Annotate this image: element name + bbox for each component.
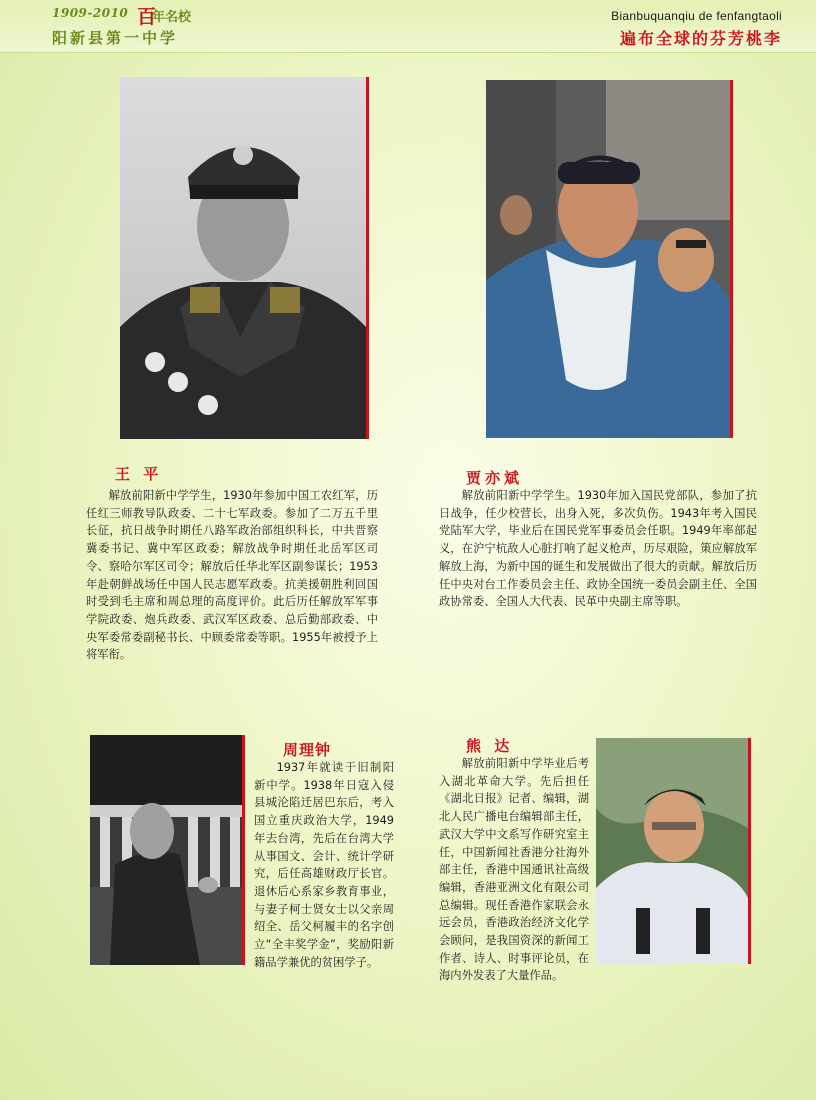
header-years: 1909-2010 [52,6,129,20]
bio-jia-yibin-text: 解放前阳新中学学生。1930年加入国民党部队，参加了抗日战争，任少校营长，出身入死，多次负伤。1943年考入国民党陆军大学，毕业后在国民党军事委员会任职。1949年率部起义，在沪宁杭敌人心脏打响了起义枪声，历尽艰险，策应解放军解放上海，为新中国的诞生和发展做出了很大的贡献。解放后历任中央对台工作委员会主任、政协全国统一委员会副主任、全国政协常委、全国人大代表、民革中央副主席等职。 [439,489,757,609]
bio-zhou-lizhong [254,759,394,971]
portrait-wang-ping [120,77,369,439]
header-section-title: 遍布全球的芬芳桃李 [619,29,782,48]
name-xiong-da: 熊 达 [466,737,514,755]
bio-wang-ping [86,487,378,664]
bio-zhou-lizhong-text: 1937年就读于旧制阳新中学。1938年日寇入侵县城沦陷迁居巴东后，考入国立重庆政治大学，1949年去台湾，先后在台湾大学从事国文、会计、统计学研究，后任高雄财政厅长官。退休后心系家乡教育事业，与妻子柯士贤女士以父亲周绍全、岳父柯履丰的名字创立“全丰奖学金”，奖励阳新籍品学兼优的贫困学子。 [254,761,394,969]
header-school-name: 阳新县第一中学 [52,29,179,47]
name-zhou-lizhong: 周理钟 [283,741,332,759]
bio-wang-ping-text: 解放前阳新中学学生，1930年参加中国工农红军，历任红三师教导队政委、二十七军政委。参加了二万五千里长征，抗日战争时期任八路军政治部组织科长，中共晋察冀委书记、冀中军区政委；解放战争时期任北岳军区司令、察哈尔军区司令；解放后任华北军区副参谋长；1953年赴朝鲜战场任中国人民志愿军政委。抗美援朝胜利回国时受到毛主席和周总理的高度评价。此后历任解放军军事学院政委、炮兵政委、武汉军区政委、总后勤部政委、中央军委常委副秘书长、中顾委常委等职。1955年被授予上将军衔。 [86,489,378,662]
portrait-zhou-lizhong [90,735,245,965]
portrait-xiong-da [596,738,751,964]
bio-jia-yibin [439,487,757,611]
bio-xiong-da-text: 解放前阳新中学毕业后考入湖北革命大学。先后担任《湖北日报》记者、编辑，湖北人民广播电台编辑部主任，武汉大学中文系写作研究室主任，中国新闻社香港分社海外部主任，香港中国通讯社高级编辑，香港亚洲文化有限公司总编辑。现任香港作家联会永远会员，香港政治经济文化学会顾问，是我国资深的新闻工作者、诗人、时事评论员，在海内外发表了大量作品。 [439,757,589,983]
name-jia-yibin: 贾亦斌 [466,469,524,487]
header-famous-school: 年名校 [152,10,192,25]
portrait-jia-yibin [486,80,733,438]
name-wang-ping: 王 平 [115,465,163,483]
header-hundred-mark: 百 [137,6,157,28]
page-header [0,0,816,53]
bio-xiong-da [439,755,589,985]
header-pinyin: Bianbuquanqiu de fenfangtaoli [611,9,782,23]
